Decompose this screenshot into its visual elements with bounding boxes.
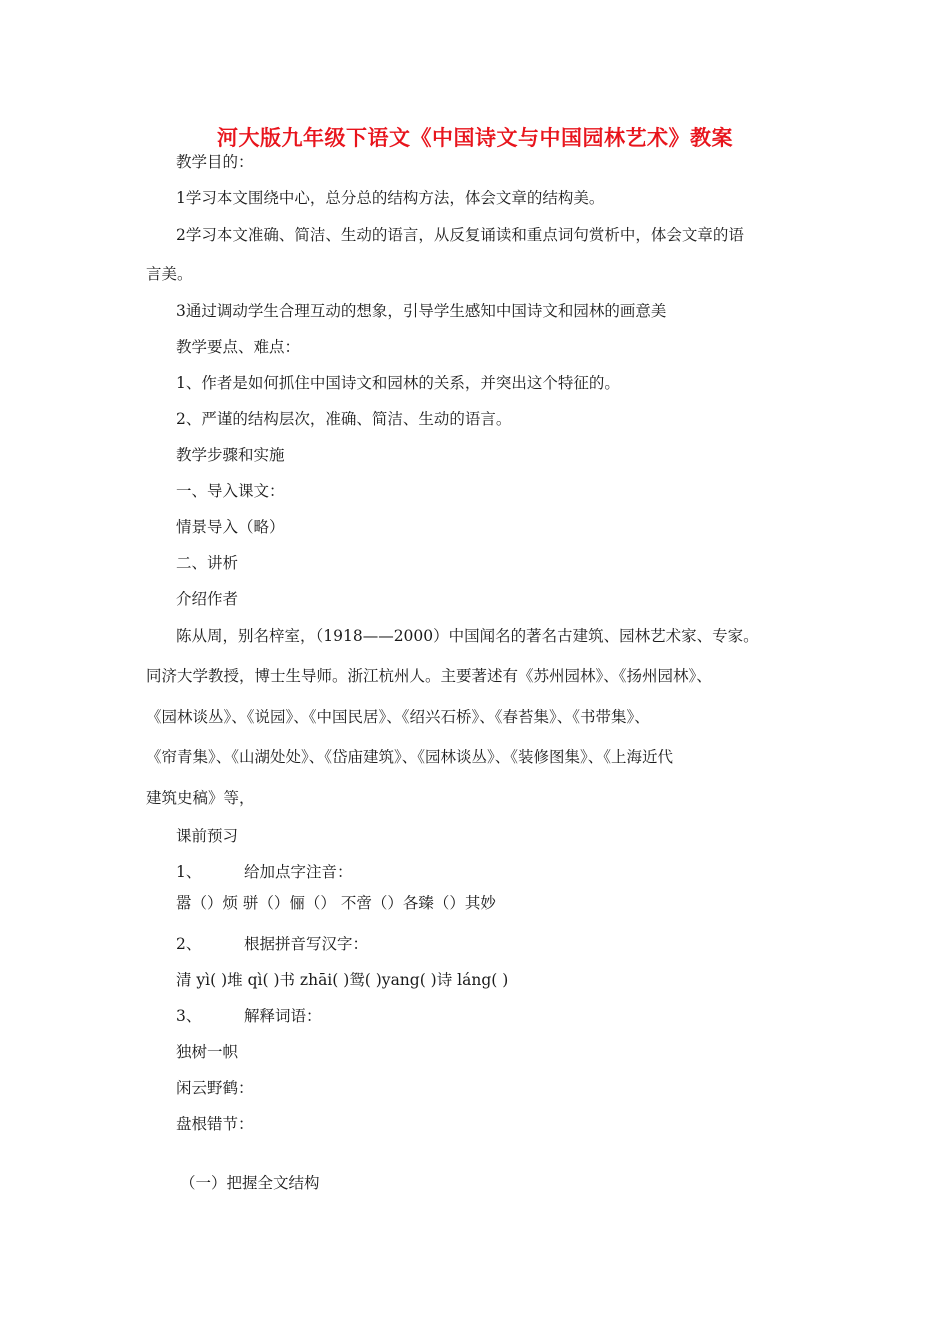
paragraph: 建筑史稿》等，: [146, 789, 255, 807]
paragraph: 《帘青集》、《山湖处处》、《岱庙建筑》、《园林谈丛》、《装修图集》、《上海近代: [146, 748, 674, 766]
vocab-item: 独树一帜: [176, 1043, 239, 1061]
section-heading: 教学目的：: [176, 153, 254, 171]
paragraph: 1、作者是如何抓住中国诗文和园林的关系，并突出这个特征的。: [176, 374, 620, 392]
paragraph: 陈从周，别名梓室，（1918——2000）中国闻名的著名古建筑、园林艺术家、专家。: [176, 627, 759, 645]
section-heading: 课前预习: [176, 827, 239, 845]
paragraph: 情景导入（略）: [176, 518, 285, 536]
paragraph: 同济大学教授，博士生导师。浙江杭州人。主要著述有《苏州园林》、《扬州园林》、: [146, 667, 712, 685]
section-heading: 介绍作者: [176, 590, 239, 608]
paragraph: 1学习本文围绕中心，总分总的结构方法，体会文章的结构美。: [176, 189, 605, 207]
list-number: 1、: [176, 863, 202, 881]
vocab-item: 闲云野鹤：: [176, 1079, 254, 1097]
paragraph: 2、严谨的结构层次，准确、简洁、生动的语言。: [176, 410, 512, 428]
section-heading: （一）把握全文结构: [180, 1174, 320, 1192]
paragraph: 言美。: [146, 265, 193, 283]
vocab-item: 盘根错节：: [176, 1115, 254, 1133]
exercise-line: 嚣（）烦 骈（）俪（） 不啻（）各臻（）其妙: [176, 894, 496, 912]
document-title: 河大版九年级下语文《中国诗文与中国园林艺术》教案: [217, 126, 733, 150]
list-number: 2、: [176, 935, 202, 953]
list-item: 给加点字注音：: [244, 863, 353, 881]
paragraph: 2学习本文准确、简洁、生动的语言，从反复诵读和重点词句赏析中，体会文章的语: [176, 226, 744, 244]
section-heading: 二、讲析: [176, 554, 239, 572]
list-item: 解释词语：: [244, 1007, 322, 1025]
list-number: 3、: [176, 1007, 202, 1025]
paragraph: 《园林谈丛》、《说园》、《中国民居》、《绍兴石桥》、《春苔集》、《书带集》、: [146, 708, 650, 726]
list-item: 根据拼音写汉字：: [244, 935, 369, 953]
paragraph: 3通过调动学生合理互动的想象，引导学生感知中国诗文和园林的画意美: [176, 302, 667, 320]
section-heading: 一、导入课文：: [176, 482, 285, 500]
section-heading: 教学要点、难点：: [176, 338, 301, 356]
section-heading: 教学步骤和实施: [176, 446, 285, 464]
exercise-line: 清 yì( )堆 qì( )书 zhāi( )鸳( )yang( )诗 láng( ): [176, 971, 509, 989]
